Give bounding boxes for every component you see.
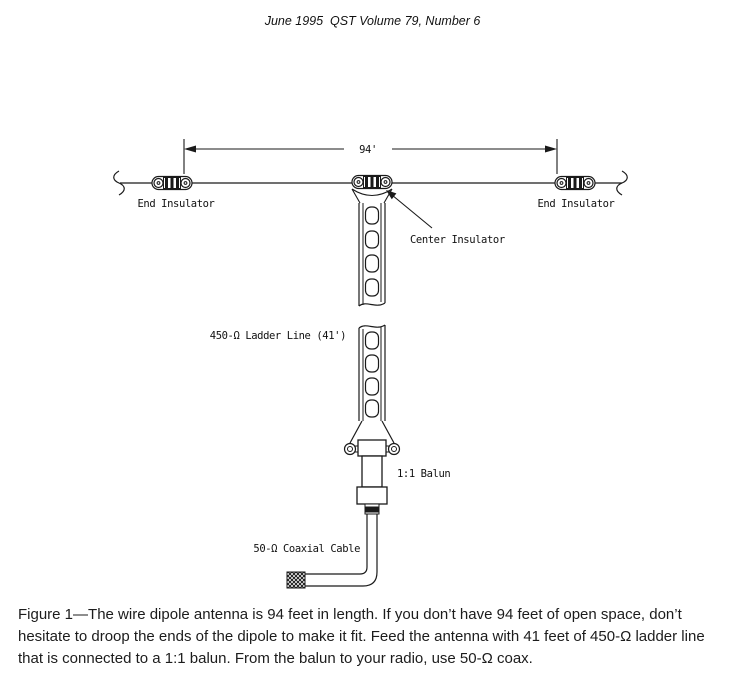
end-insulator-right-symbol [555, 177, 595, 190]
balun [345, 421, 400, 514]
center-insulator-symbol [352, 176, 392, 189]
ladder-line [359, 203, 385, 421]
end-insulator-left-label: End Insulator [137, 198, 215, 210]
center-insulator-callout [386, 190, 505, 246]
coax-label: 50-Ω Coaxial Cable [253, 543, 360, 555]
end-insulator-right-label: End Insulator [537, 198, 615, 210]
dimension-arrow-left [184, 146, 196, 153]
balun-top-cap [358, 440, 386, 456]
end-insulator-left-symbol [152, 177, 192, 190]
balun-body [362, 456, 382, 487]
balun-base [357, 487, 387, 504]
dimension-arrow-right [545, 146, 557, 153]
dimension-94ft [184, 139, 557, 174]
ladder-line-label: 450-Ω Ladder Line (41') [209, 330, 346, 342]
dimension-label: 94' [359, 144, 377, 156]
citation-header: June 1995 QST Volume 79, Number 6 [264, 14, 481, 28]
figure-caption: Figure 1—The wire dipole antenna is 94 feet in length. If you don’t have 94 feet of open space, don’t hesitate to droop the ends of the dipole to make it fit. Feed the antenna with 41 feet of 450-Ω ladder line that is connected to a 1:1 balun. From the balun to your radio, use 50-Ω coax. [18, 606, 705, 667]
center-insulator-label: Center Insulator [410, 234, 505, 246]
coax-cut-end [287, 572, 305, 588]
balun-label: 1:1 Balun [397, 468, 451, 480]
center-insulator-saddle [352, 189, 392, 203]
